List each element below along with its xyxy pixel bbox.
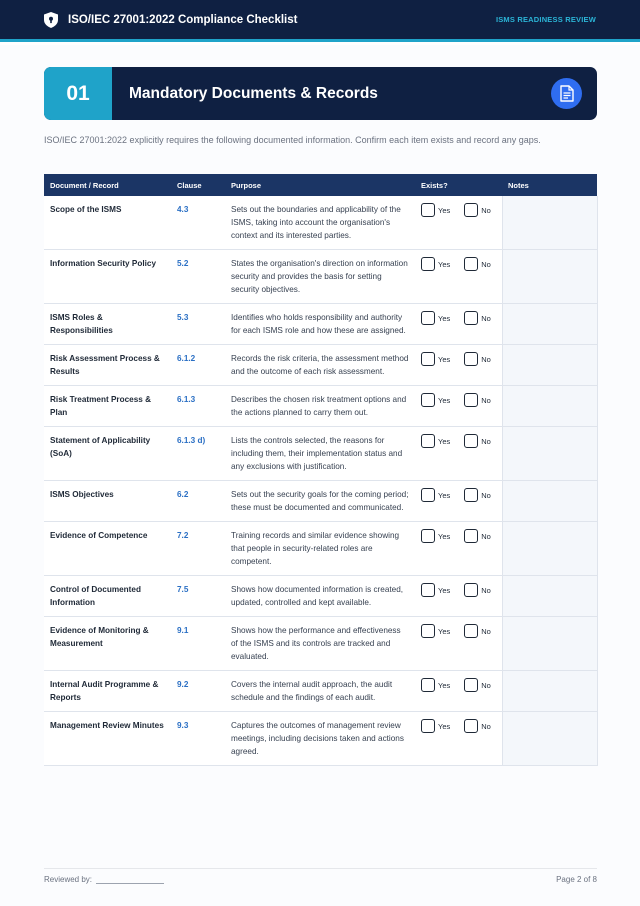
no-option[interactable] xyxy=(464,583,491,597)
no-label: No xyxy=(481,626,491,636)
table-row xyxy=(44,196,597,250)
section-intro: ISO/IEC 27001:2022 explicitly requires the following documented information. Confirm each item exists and record any gaps. xyxy=(44,135,541,145)
yes-label: Yes xyxy=(438,205,451,215)
exists-cell xyxy=(415,576,502,617)
no-checkbox[interactable] xyxy=(464,352,478,366)
exists-cell xyxy=(415,522,502,576)
exists-cell xyxy=(415,196,502,250)
document-name: Information Security Policy xyxy=(44,250,171,304)
no-checkbox[interactable] xyxy=(464,488,478,502)
no-label: No xyxy=(481,259,491,269)
purpose-text: Covers the internal audit approach, the audit schedule and the findings of each audit. xyxy=(225,671,415,712)
clause-ref: 6.1.3 d) xyxy=(171,427,225,481)
header-left xyxy=(44,12,297,28)
no-option[interactable] xyxy=(464,488,491,502)
document-name: Internal Audit Programme & Reports xyxy=(44,671,171,712)
no-option[interactable] xyxy=(464,257,491,271)
header-tag: ISMS READINESS REVIEW xyxy=(495,15,596,24)
document-name: Control of Documented Information xyxy=(44,576,171,617)
no-label: No xyxy=(481,721,491,731)
table-row xyxy=(44,345,597,386)
purpose-text: Lists the controls selected, the reasons for including them, their implementation status and any exclusions with justification. xyxy=(225,427,415,481)
notes-field[interactable] xyxy=(502,617,597,671)
reviewed-by-label: Reviewed by: xyxy=(44,875,93,884)
no-label: No xyxy=(481,313,491,323)
table-row xyxy=(44,481,597,522)
yes-checkbox[interactable] xyxy=(421,488,435,502)
notes-field[interactable] xyxy=(502,576,597,617)
signature-line[interactable] xyxy=(96,875,164,884)
page-body xyxy=(0,45,640,906)
purpose-text: States the organisation's direction on information security and provides the basis for setting security objectives. xyxy=(225,250,415,304)
no-option[interactable] xyxy=(464,393,491,407)
notes-field[interactable] xyxy=(502,304,597,345)
purpose-text: Captures the outcomes of management review meetings, including decisions taken and actions agreed. xyxy=(225,712,415,766)
section-number: 01 xyxy=(44,67,112,120)
reviewed-by xyxy=(44,875,164,884)
column-header-exists: Exists? xyxy=(415,174,502,196)
clause-ref: 4.3 xyxy=(171,196,225,250)
table-header-row xyxy=(44,174,597,196)
yes-label: Yes xyxy=(438,354,451,364)
yes-option[interactable] xyxy=(421,583,450,597)
exists-cell xyxy=(415,481,502,522)
exists-cell xyxy=(415,250,502,304)
yes-label: Yes xyxy=(438,259,451,269)
no-label: No xyxy=(481,205,491,215)
top-bar xyxy=(0,0,640,42)
purpose-text: Shows how the performance and effectiveness of the ISMS and its controls are tracked and evaluated. xyxy=(225,617,415,671)
no-option[interactable] xyxy=(464,434,491,448)
table-row xyxy=(44,617,597,671)
checklist-table xyxy=(44,174,598,766)
purpose-text: Shows how documented information is created, updated, controlled and kept available. xyxy=(225,576,415,617)
document-name: Evidence of Competence xyxy=(44,522,171,576)
no-checkbox[interactable] xyxy=(464,311,478,325)
table-row xyxy=(44,671,597,712)
clause-ref: 5.3 xyxy=(171,304,225,345)
no-checkbox[interactable] xyxy=(464,583,478,597)
no-label: No xyxy=(481,531,491,541)
yes-checkbox[interactable] xyxy=(421,719,435,733)
yes-label: Yes xyxy=(438,395,451,405)
yes-checkbox[interactable] xyxy=(421,203,435,217)
no-option[interactable] xyxy=(464,203,491,217)
document-title: ISO/IEC 27001:2022 Compliance Checklist xyxy=(68,13,298,26)
column-header-document: Document / Record xyxy=(44,174,171,196)
shield-icon xyxy=(44,12,58,28)
no-option[interactable] xyxy=(464,624,491,638)
no-label: No xyxy=(481,395,491,405)
no-checkbox[interactable] xyxy=(464,257,478,271)
notes-field[interactable] xyxy=(502,481,597,522)
no-checkbox[interactable] xyxy=(464,719,478,733)
clause-ref: 6.1.2 xyxy=(171,345,225,386)
no-label: No xyxy=(481,354,491,364)
notes-field[interactable] xyxy=(502,196,597,250)
purpose-text: Records the risk criteria, the assessment method and the outcome of each risk assessment. xyxy=(225,345,415,386)
yes-option[interactable] xyxy=(421,678,450,692)
exists-cell xyxy=(415,345,502,386)
no-checkbox[interactable] xyxy=(464,203,478,217)
column-header-notes: Notes xyxy=(502,174,597,196)
document-name: Scope of the ISMS xyxy=(44,196,171,250)
table-row xyxy=(44,522,597,576)
yes-option[interactable] xyxy=(421,624,450,638)
notes-field[interactable] xyxy=(502,522,597,576)
yes-checkbox[interactable] xyxy=(421,583,435,597)
no-option[interactable] xyxy=(464,678,491,692)
clause-ref: 9.3 xyxy=(171,712,225,766)
yes-option[interactable] xyxy=(421,719,450,733)
notes-field[interactable] xyxy=(502,712,597,766)
purpose-text: Identifies who holds responsibility and authority for each ISMS role and how these are assigned. xyxy=(225,304,415,345)
notes-field[interactable] xyxy=(502,345,597,386)
purpose-text: Sets out the boundaries and applicability of the ISMS, taking into account the organisation's context and its interested parties. xyxy=(225,196,415,250)
yes-option[interactable] xyxy=(421,488,450,502)
yes-option[interactable] xyxy=(421,257,450,271)
notes-field[interactable] xyxy=(502,427,597,481)
yes-checkbox[interactable] xyxy=(421,311,435,325)
yes-option[interactable] xyxy=(421,393,450,407)
notes-field[interactable] xyxy=(502,386,597,427)
document-name: Evidence of Monitoring & Measurement xyxy=(44,617,171,671)
clause-ref: 7.5 xyxy=(171,576,225,617)
notes-field[interactable] xyxy=(502,250,597,304)
document-name: ISMS Roles & Responsibilities xyxy=(44,304,171,345)
clause-ref: 5.2 xyxy=(171,250,225,304)
table-row xyxy=(44,576,597,617)
document-icon xyxy=(551,78,582,109)
table-row xyxy=(44,304,597,345)
exists-cell xyxy=(415,304,502,345)
clause-ref: 9.1 xyxy=(171,617,225,671)
exists-cell xyxy=(415,712,502,766)
no-checkbox[interactable] xyxy=(464,678,478,692)
yes-label: Yes xyxy=(438,436,451,446)
no-option[interactable] xyxy=(464,719,491,733)
yes-option[interactable] xyxy=(421,434,450,448)
yes-label: Yes xyxy=(438,680,451,690)
yes-option[interactable] xyxy=(421,529,450,543)
table-row xyxy=(44,386,597,427)
exists-cell xyxy=(415,386,502,427)
clause-ref: 6.2 xyxy=(171,481,225,522)
no-label: No xyxy=(481,436,491,446)
table-row xyxy=(44,712,597,766)
clause-ref: 6.1.3 xyxy=(171,386,225,427)
table-row xyxy=(44,250,597,304)
document-name: Statement of Applicability (SoA) xyxy=(44,427,171,481)
yes-option[interactable] xyxy=(421,311,450,325)
yes-checkbox[interactable] xyxy=(421,434,435,448)
no-option[interactable] xyxy=(464,529,491,543)
no-checkbox[interactable] xyxy=(464,624,478,638)
section-header xyxy=(44,67,597,120)
yes-checkbox[interactable] xyxy=(421,529,435,543)
exists-cell xyxy=(415,617,502,671)
yes-checkbox[interactable] xyxy=(421,624,435,638)
yes-label: Yes xyxy=(438,626,451,636)
page-number: Page 2 of 8 xyxy=(556,875,597,884)
yes-checkbox[interactable] xyxy=(421,393,435,407)
yes-checkbox[interactable] xyxy=(421,678,435,692)
clause-ref: 9.2 xyxy=(171,671,225,712)
no-option[interactable] xyxy=(464,352,491,366)
no-checkbox[interactable] xyxy=(464,393,478,407)
yes-label: Yes xyxy=(438,490,451,500)
no-label: No xyxy=(481,585,491,595)
yes-label: Yes xyxy=(438,313,451,323)
exists-cell xyxy=(415,427,502,481)
no-label: No xyxy=(481,680,491,690)
yes-label: Yes xyxy=(438,531,451,541)
no-label: No xyxy=(481,490,491,500)
document-name: Risk Treatment Process & Plan xyxy=(44,386,171,427)
document-name: Management Review Minutes xyxy=(44,712,171,766)
table-row xyxy=(44,427,597,481)
yes-option[interactable] xyxy=(421,203,450,217)
yes-checkbox[interactable] xyxy=(421,257,435,271)
yes-option[interactable] xyxy=(421,352,450,366)
clause-ref: 7.2 xyxy=(171,522,225,576)
no-checkbox[interactable] xyxy=(464,529,478,543)
purpose-text: Training records and similar evidence showing that people in security-related roles are competent. xyxy=(225,522,415,576)
yes-checkbox[interactable] xyxy=(421,352,435,366)
no-checkbox[interactable] xyxy=(464,434,478,448)
purpose-text: Sets out the security goals for the coming period; these must be documented and communicated. xyxy=(225,481,415,522)
column-header-purpose: Purpose xyxy=(225,174,415,196)
exists-cell xyxy=(415,671,502,712)
column-header-clause: Clause xyxy=(171,174,225,196)
section-title: Mandatory Documents & Records xyxy=(129,84,378,102)
page-footer xyxy=(44,868,597,884)
notes-field[interactable] xyxy=(502,671,597,712)
document-name: Risk Assessment Process & Results xyxy=(44,345,171,386)
yes-label: Yes xyxy=(438,721,451,731)
no-option[interactable] xyxy=(464,311,491,325)
yes-label: Yes xyxy=(438,585,451,595)
document-name: ISMS Objectives xyxy=(44,481,171,522)
purpose-text: Describes the chosen risk treatment options and the actions planned to carry them out. xyxy=(225,386,415,427)
